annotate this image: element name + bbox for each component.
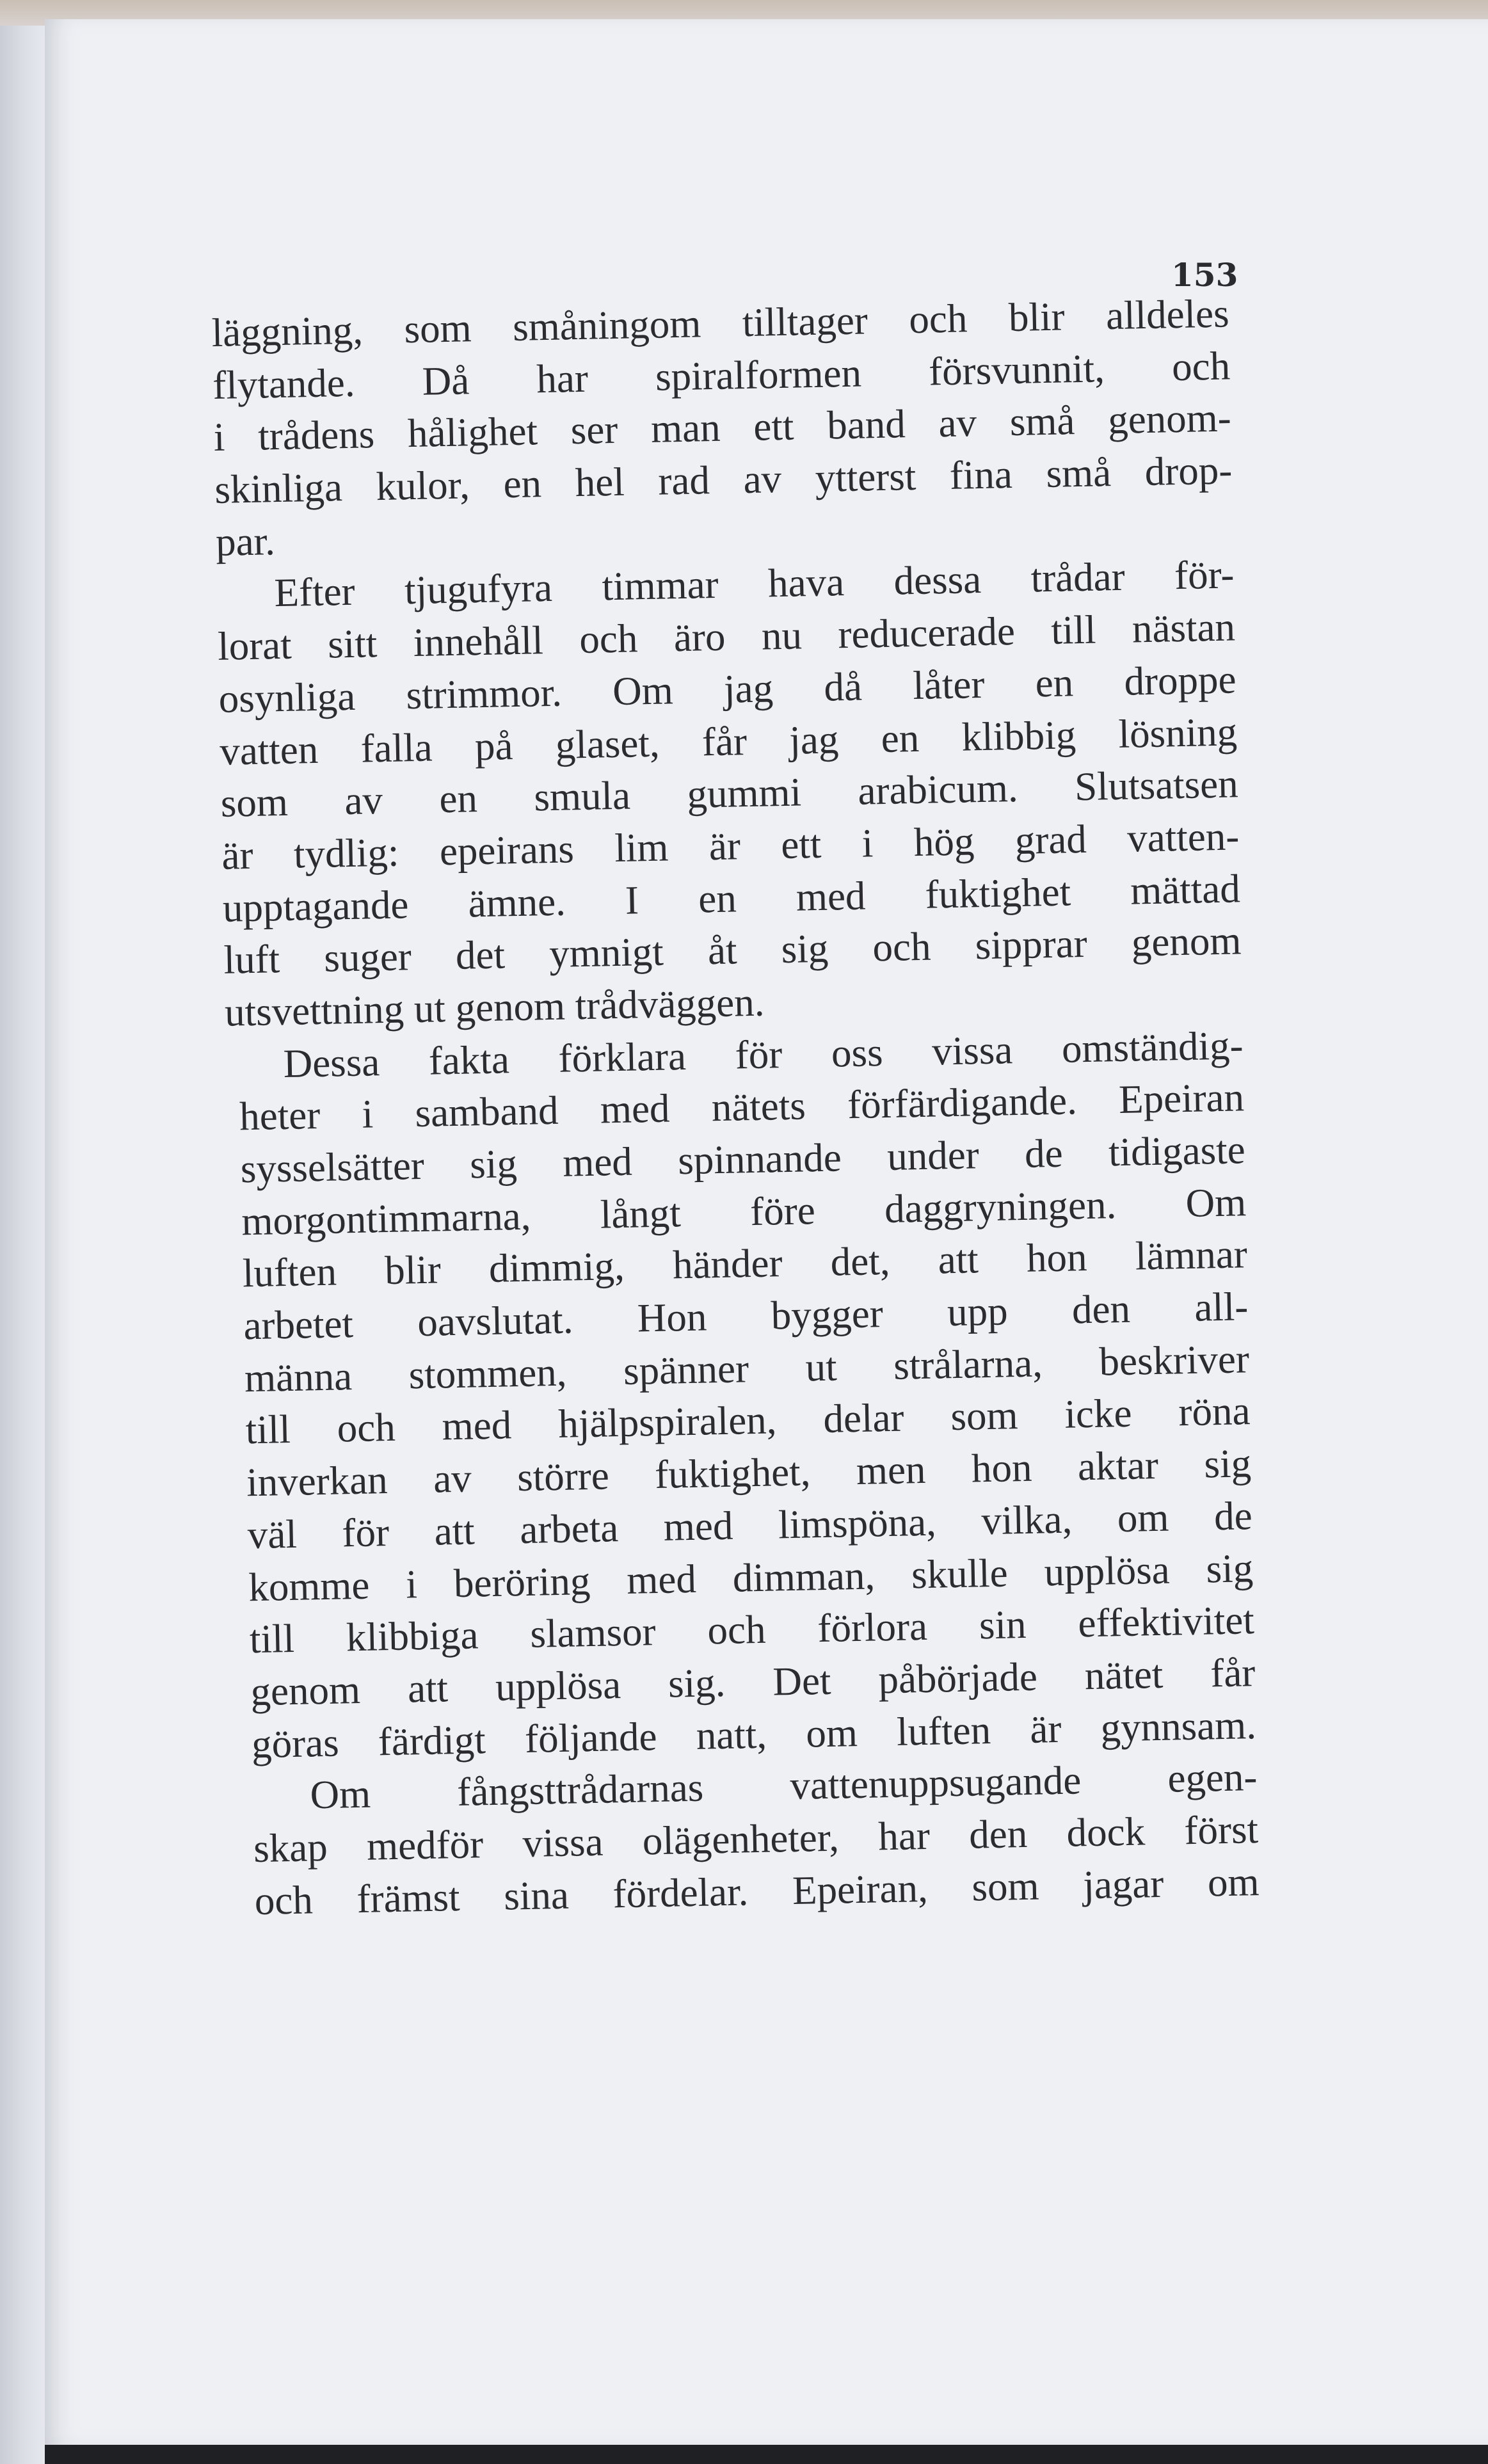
text-line: utsvettning ut genom trådväggen.	[224, 979, 765, 1035]
text-line: väl för att arbeta med limspöna, vilka, om de	[247, 1492, 1253, 1558]
text-line: Dessa fakta förklara för oss vissa omständig-	[283, 1022, 1244, 1086]
text-line: genom att upplösa sig. Det påbörjade nätet får	[250, 1649, 1256, 1715]
text-line: skinliga kulor, en hel rad av ytterst fina små drop-	[214, 447, 1233, 513]
text-line: luft suger det ymnigt åt sig och sipprar genom	[223, 918, 1242, 983]
text-line: luften blir dimmig, händer det, att hon lämnar	[242, 1231, 1248, 1296]
book-gutter	[0, 26, 45, 2464]
text-line: lorat sitt innehåll och äro nu reducerade till nästan	[217, 604, 1236, 669]
text-line: flytande. Då har spiralformen försvunnit, och	[212, 343, 1231, 408]
text-line: männa stommen, spänner ut strålarna, beskriver	[244, 1336, 1250, 1401]
text-line: är tydlig: epeirans lim är ett i hög grad vatten-	[221, 813, 1240, 878]
text-line: Om fångsttrådarnas vattenuppsugande egen-	[309, 1754, 1258, 1818]
text-line: par.	[215, 518, 276, 564]
text-line: morgontimmarna, långt före daggryningen. Om	[241, 1179, 1247, 1244]
text-line: arbetet oavslutat. Hon bygger upp den all-	[243, 1284, 1249, 1348]
text-line: skap medför vissa olägenheter, har den dock först	[253, 1806, 1259, 1871]
text-line: i trådens hålighet ser man ett band av små genom-	[213, 395, 1232, 460]
body-text	[211, 287, 1260, 1927]
text-line: göras färdigt följande natt, om luften är gynnsam.	[251, 1702, 1257, 1766]
text-line: komme i beröring med dimman, skulle upplösa sig	[248, 1545, 1254, 1610]
text-line: Efter tjugufyra timmar hava dessa trådar för-	[273, 552, 1235, 616]
text-line: till och med hjälpspiralen, delar som icke röna	[245, 1388, 1251, 1453]
text-line: som av en smula gummi arabicum. Slutsatsen	[220, 761, 1239, 826]
text-line: till klibbiga slamsor och förlora sin effektivitet	[249, 1597, 1255, 1662]
text-line: upptagande ämne. I en med fuktighet mättad	[222, 865, 1241, 931]
text-line: osynliga strimmor. Om jag då låter en droppe	[218, 657, 1237, 721]
text-line: sysselsätter sig med spinnande under de tidigaste	[240, 1127, 1246, 1192]
text-line: läggning, som småningom tilltager och blir alldeles	[211, 291, 1230, 355]
text-line: vatten falla på glaset, får jag en klibbig lösning	[219, 708, 1238, 774]
text-line: heter i samband med nätets förfärdigande. Epeiran	[239, 1075, 1245, 1139]
page-number: 153	[1171, 256, 1238, 294]
text-line: och främst sina fördelar. Epeiran, som jagar om	[254, 1859, 1260, 1923]
text-line: inverkan av större fuktighet, men hon aktar sig	[246, 1441, 1252, 1505]
